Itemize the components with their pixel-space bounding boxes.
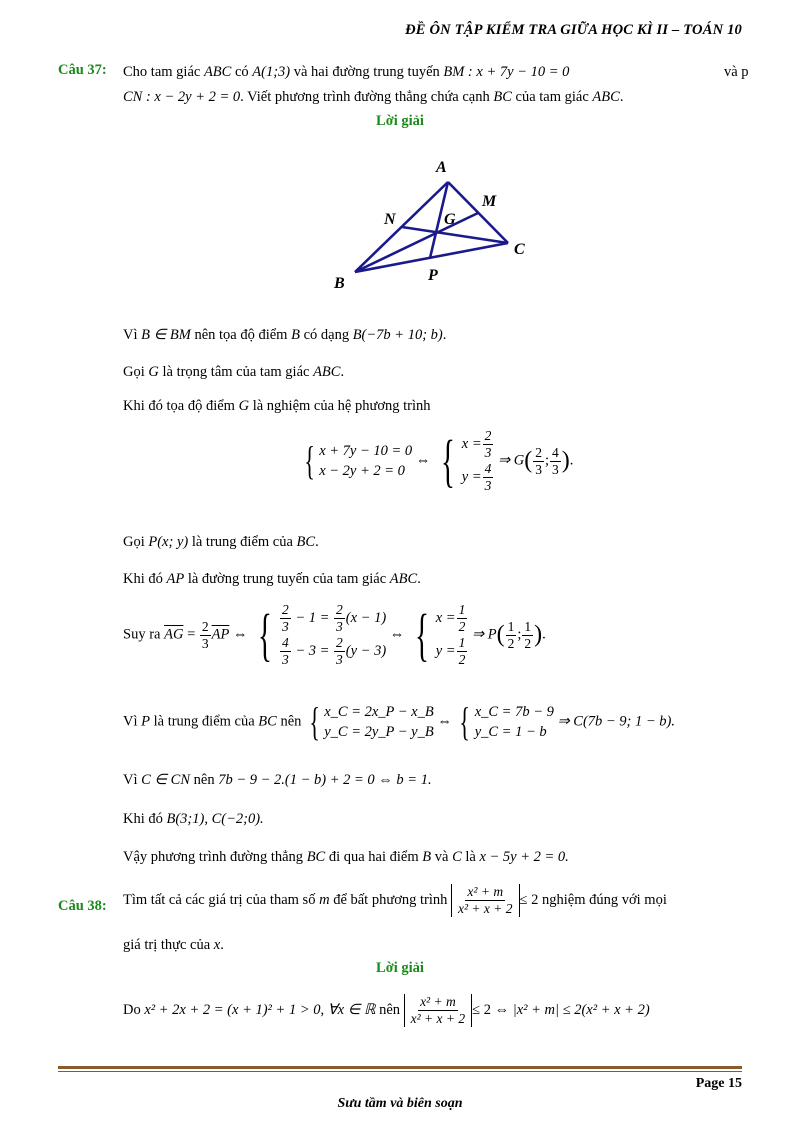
step-10: Vậy phương trình đường thẳng BC đi qua hai điểm B và C là x − 5y + 2 = 0. [123, 849, 569, 865]
question-38-line-2: giá trị thực của x. [123, 937, 224, 953]
side-ac [448, 182, 508, 243]
label-g: G [444, 211, 456, 228]
step-3: Khi đó tọa độ điểm G là nghiệm của hệ phương trình [123, 398, 431, 414]
question-37-line-1-end: và p [724, 64, 749, 80]
step-4: Gọi P(x; y) là trung điểm của BC. [123, 534, 319, 550]
system-g: { x + 7y − 10 = 0 x − 2y + 2 = 0 ⇔ { x = $\frac{2}{3}$ y = $\frac{4}{3}$ ⇒ G( $\frac{2}{3}$ ; $\frac{4}{3}$ ). [304, 428, 574, 493]
page-header-title: ĐỀ ÔN TẬP KIỂM TRA GIỮA HỌC KÌ II – TOÁN 10 [405, 22, 742, 38]
triangle-figure [330, 152, 540, 294]
step-1: Vì B ∈ BM nên tọa độ điểm B có dạng B(−7b + 10; b). [123, 327, 447, 343]
step-9: Khi đó B(3;1), C(−2;0). [123, 811, 264, 827]
solution-label-37: Lời giải [376, 113, 424, 129]
question-37-label: Câu 37: [58, 62, 107, 78]
system-p: Suy ra $\overline{AG}$ = $\frac{2}{3}$ $\overline{AP}$ ⇔ { $\frac{2}{3}$ − 1 = $\frac{2}{3}$ (x − 1) $\frac{4}{3}$ − 3 = $\frac{2}{3}$ (y − 3) ⇔ { x = $\frac{1}{2}$ y = $\frac{1}{2}$ ⇒ P( $\frac{1}{2}$ ; $\frac{1}{2}$ ). [123, 602, 546, 667]
label-b: B [334, 275, 345, 292]
label-a: A [436, 159, 447, 176]
footer-rule-thick [58, 1066, 742, 1069]
step-7: Vì P là trung điểm của BC nên { x_C = 2x_P − x_B y_C = 2y_P − y_B ⇔ { x_C = 7b − 9 y_C = 1 − b ⇒ C(7b − 9; 1 − b). [123, 699, 676, 744]
label-m: M [482, 193, 497, 210]
step-8: Vì C ∈ CN nên 7b − 9 − 2.(1 − b) + 2 = 0 ⇔ b = 1. [123, 772, 432, 788]
label-n: N [384, 211, 396, 228]
page-number: Page 15 [695, 1076, 742, 1091]
question-37-line-2: CN : x − 2y + 2 = 0. Viết phương trình đường thẳng chứa cạnh BC của tam giác ABC. [123, 89, 624, 105]
side-ab [355, 182, 448, 272]
question-38-label: Câu 38: [58, 898, 107, 914]
label-p: P [428, 267, 438, 284]
footer-rule-thin [58, 1071, 742, 1072]
question-37-line-1: Cho tam giác ABC có A(1;3) và hai đường trung tuyến BM : x + 7y − 10 = 0 [123, 64, 570, 80]
footer-credit: Sưu tầm và biên soạn [337, 1096, 463, 1111]
step-2: Gọi G là trọng tâm của tam giác ABC. [123, 364, 345, 380]
label-c: C [514, 241, 525, 258]
median-bm [355, 213, 478, 272]
q38-step-1: Do x² + 2x + 2 = (x + 1)² + 1 > 0, ∀x ∈ ℝ nên $\frac{\text{x² + m}}{\text{x² + x + 2}}$ ≤ 2 ⇔ |x² + m| ≤ 2(x² + x + 2) [123, 994, 650, 1026]
step-5: Khi đó AP là đường trung tuyến của tam giác ABC. [123, 571, 421, 587]
solution-label-38: Lời giải [376, 960, 424, 976]
question-38-line-1: Tìm tất cả các giá trị của tham số m để bất phương trình $\frac{\text{x² + m}}{\text{x² + x + 2}}$ ≤ 2 nghiệm đúng với mọi [123, 884, 667, 916]
